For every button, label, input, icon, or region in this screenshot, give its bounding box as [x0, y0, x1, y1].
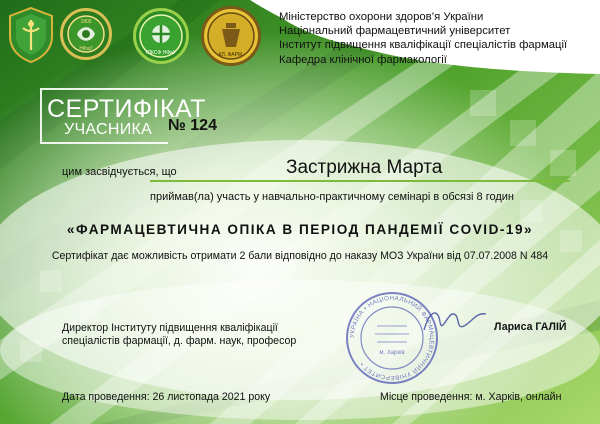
participant-name: Застрижна Марта: [286, 157, 443, 178]
director-title: [62, 322, 296, 348]
university-logo: [60, 8, 112, 60]
event-place: Місце проведення: м. Харків, онлайн: [380, 391, 562, 403]
department-logo: [201, 6, 261, 66]
ministry-logo: [6, 6, 56, 64]
certificate-number: № 124: [168, 117, 217, 134]
institution-header: [279, 10, 594, 67]
university-logo-text: НФаУ: [79, 46, 93, 52]
header-institute: Інститут підвищення кваліфікації спеціалістів фармації: [279, 39, 568, 52]
stamp-center-text: м. Харків: [379, 350, 405, 356]
header-ministry: Міністерство охорони здоров’я України: [279, 11, 484, 23]
university-logo-year: 1805: [80, 19, 92, 25]
institute-logo-text: ІПКСФ НФаУ: [145, 50, 177, 56]
event-date: Дата проведення: 26 листопада 2021 року: [62, 391, 271, 403]
director-line-2: спеціалістів фармації, д. фарм. наук, професор: [62, 335, 297, 347]
director-line-1: Директор Інституту підвищення кваліфікації: [62, 322, 278, 334]
name-underline: [150, 180, 570, 182]
header-department: Кафедра клінічної фармакології: [279, 53, 447, 66]
signer-name: Лариса ГАЛІЙ: [494, 321, 567, 333]
institute-logo: [133, 8, 189, 64]
participation-text: приймав(ла) участь у навчально-практичному семінарі в обсязі 8 годин: [150, 191, 514, 203]
signature: [420, 300, 490, 340]
department-logo-text: КЛ. ФАРМ.: [218, 52, 244, 58]
points-text: Сертифікат дає можливість отримати 2 бали відповідно до наказу МОЗ України від 07.07.2008 N 484: [51, 250, 549, 262]
stamp-ring-text: УКРАЇНА • НАЦІОНАЛЬНИЙ ФАРМАЦЕВТИЧНИЙ УНІВЕРСИТЕТ •: [348, 294, 436, 382]
certificate-subtitle: УЧАСНИКА: [64, 121, 153, 138]
header-university: Національний фармацевтичний університет: [279, 25, 511, 38]
attest-text: цим засвідчується, що: [62, 166, 177, 178]
certificate-title: СЕРТИФІКАТ: [47, 95, 207, 123]
seminar-title: «ФАРМАЦЕВТИЧНА ОПІКА В ПЕРІОД ПАНДЕМІЇ COVID-19»: [66, 222, 534, 237]
